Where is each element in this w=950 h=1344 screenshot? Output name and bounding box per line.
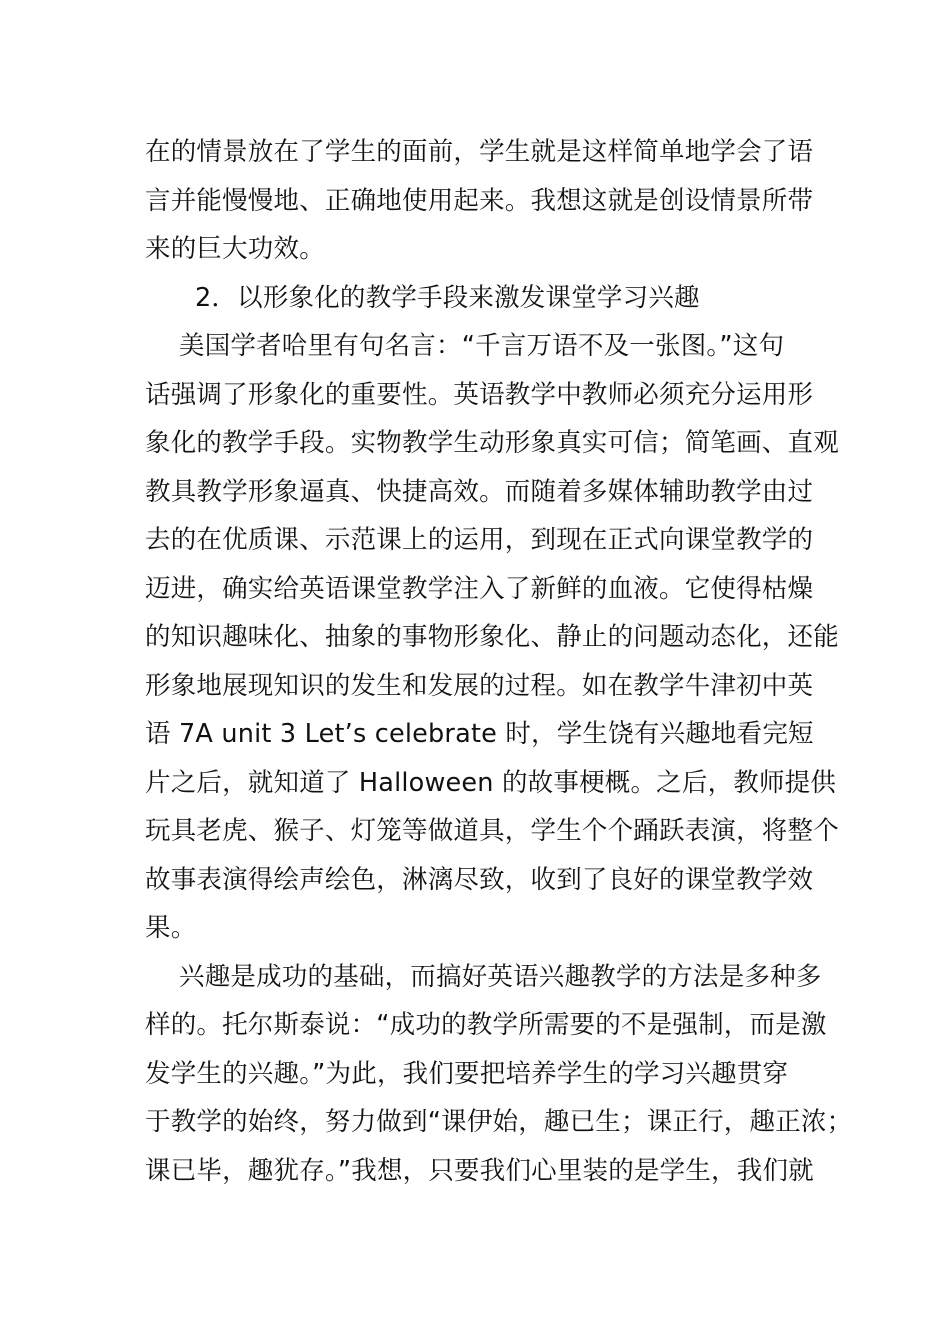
text-line-9: 去的在优质课、示范课上的运用，到现在正式向课堂教学的: [145, 525, 814, 555]
text-line-1: 在的情景放在了学生的面前，学生就是这样简单地学会了语: [145, 137, 814, 167]
text-line-3: 来的巨大功效。: [145, 234, 325, 264]
text-line-6: 话强调了形象化的重要性。英语教学中教师必须充分运用形: [145, 379, 814, 410]
text-line-11: 的知识趣味化、抽象的事物形象化、静止的问题动态化，还能: [145, 622, 839, 652]
text-line-12: 形象地展现知识的发生和发展的过程。如在教学牛津初中英: [145, 670, 814, 701]
text-line-22: 课已毕，趣犹存。”我想，只要我们心里装的是学生，我们就: [145, 1155, 814, 1186]
text-line-7: 象化的教学手段。实物教学生动形象真实可信；简笔画、直观: [145, 428, 839, 458]
text-line-20: 发学生的兴趣。”为此，我们要把培养学生的学习兴趣贯穿: [145, 1058, 789, 1089]
text-line-2: 言并能慢慢地、正确地使用起来。我想这就是创设情景所带: [145, 185, 814, 216]
text-line-19: 样的。托尔斯泰说：“成功的教学所需要的不是强制，而是激: [145, 1010, 827, 1040]
text-line-8: 教具教学形象逼真、快捷高效。而随着多媒体辅助教学由过: [145, 476, 814, 507]
text-line-21: 于教学的始终，努力做到“课伊始，趣已生；课正行，趣正浓；: [145, 1107, 853, 1137]
text-line-14: 片之后，就知道了 Halloween 的故事梗概。之后，教师提供: [145, 767, 837, 798]
section-heading: 2．以形象化的教学手段来激发课堂学习兴趣: [195, 282, 700, 313]
body-text: [145, 128, 853, 1195]
text-line-18: 兴趣是成功的基础，而搞好英语兴趣教学的方法是多种多: [179, 961, 822, 992]
text-line-10: 迈进，确实给英语课堂教学注入了新鲜的血液。它使得枯燥: [145, 573, 814, 604]
text-line-16: 故事表演得绘声绘色，淋漓尽致，收到了良好的课堂教学效: [145, 864, 814, 895]
text-line-17: 果。: [145, 913, 197, 943]
text-line-5: 美国学者哈里有句名言：“千言万语不及一张图。”这句: [179, 331, 785, 361]
text-line-13: 语 7A unit 3 Let’s celebrate 时，学生饶有兴趣地看完短: [145, 719, 814, 749]
text-line-15: 玩具老虎、猴子、灯笼等做道具，学生个个踊跃表演，将整个: [145, 816, 839, 846]
